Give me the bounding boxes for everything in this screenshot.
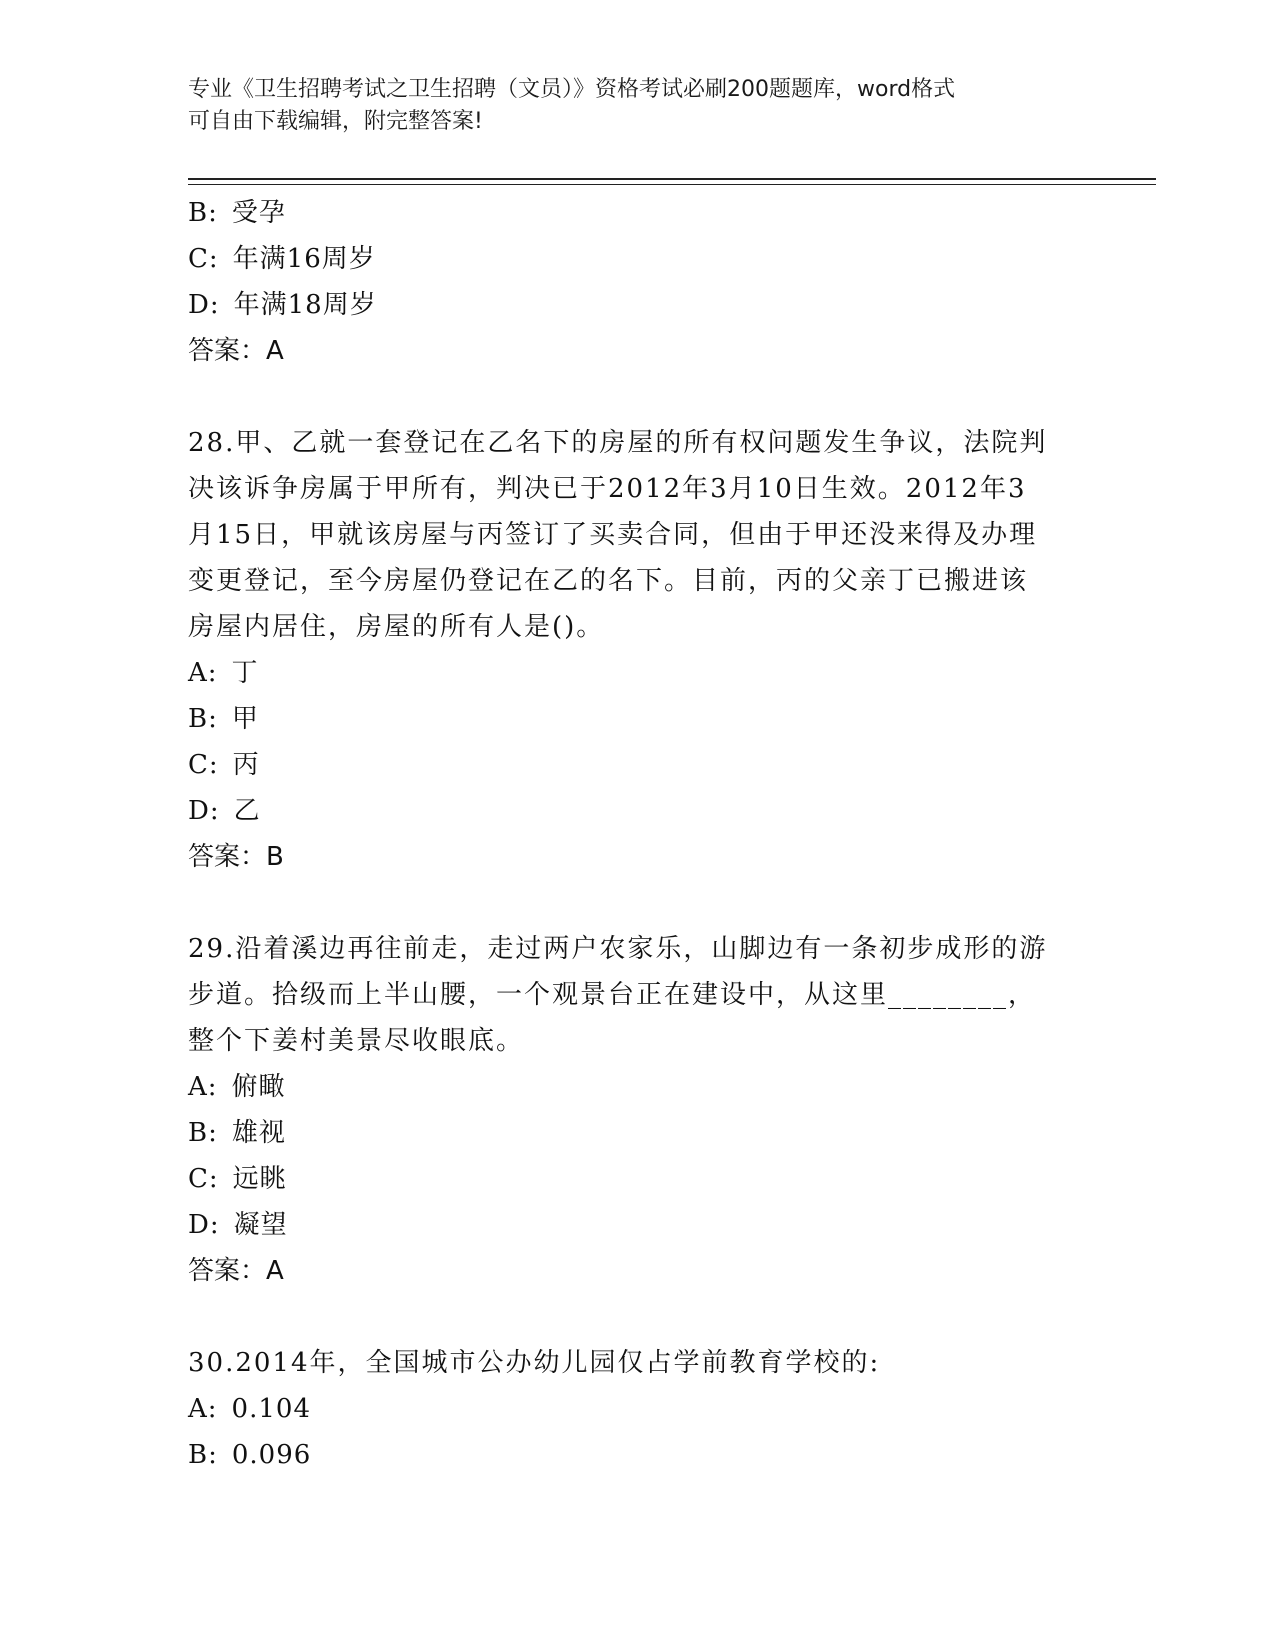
- option-text: 年满16周岁: [232, 244, 376, 274]
- option-label: A:: [188, 1394, 218, 1424]
- option-d: [188, 1202, 1088, 1248]
- header-line-2: 可自由下载编辑，附完整答案!: [188, 109, 483, 134]
- spacer: [188, 1294, 1088, 1340]
- option-label: D:: [188, 1210, 220, 1240]
- option-b: [188, 1110, 1088, 1156]
- option-label: C:: [188, 1164, 219, 1194]
- option-c: [188, 742, 1088, 788]
- option-a: [188, 1386, 1088, 1432]
- option-a: [188, 1064, 1088, 1110]
- question-text-line: 决该诉争房属于甲所有，判决已于2012年3月10日生效。2012年3: [188, 474, 1027, 504]
- option-text: 丁: [231, 658, 259, 688]
- option-b: [188, 696, 1088, 742]
- option-label: B:: [188, 198, 218, 228]
- option-text: 年满18周岁: [233, 290, 377, 320]
- option-label: B:: [188, 704, 218, 734]
- option-label: A:: [188, 658, 218, 688]
- answer-line: 答案：B: [188, 842, 284, 872]
- option-text: 远眺: [232, 1164, 287, 1194]
- header-divider-thin: [188, 184, 1156, 185]
- option-text: 甲: [231, 704, 259, 734]
- option-text: 雄视: [231, 1118, 286, 1148]
- question-text-line: 28.甲、乙就一套登记在乙名下的房屋的所有权问题发生争议，法院判: [188, 428, 1048, 458]
- option-b: [188, 190, 1088, 236]
- option-text: 俯瞰: [231, 1072, 286, 1102]
- option-label: C:: [188, 750, 219, 780]
- option-text: 丙: [232, 750, 260, 780]
- header-line-1: 专业《卫生招聘考试之卫生招聘（文员）》资格考试必刷200题题库，word格式: [188, 77, 956, 102]
- option-text: 乙: [233, 796, 261, 826]
- option-text: 0.096: [231, 1440, 312, 1470]
- header-divider-thick: [188, 178, 1156, 180]
- option-c: [188, 1156, 1088, 1202]
- question-29: [188, 926, 1088, 1064]
- question-text-line: 月15日，甲就该房屋与丙签订了买卖合同，但由于甲还没来得及办理: [188, 520, 1038, 550]
- question-text-line: 30.2014年，全国城市公办幼儿园仅占学前教育学校的:: [188, 1348, 881, 1378]
- document-body: [188, 190, 1088, 1478]
- question-text-line: 房屋内居住，房屋的所有人是()。: [188, 612, 605, 642]
- option-a: [188, 650, 1088, 696]
- option-text: 凝望: [233, 1210, 288, 1240]
- document-header: [188, 74, 1088, 138]
- question-text-line: 整个下姜村美景尽收眼底。: [188, 1026, 525, 1056]
- option-b: [188, 1432, 1088, 1478]
- option-d: [188, 788, 1088, 834]
- option-text: 0.104: [231, 1394, 311, 1424]
- option-text: 受孕: [231, 198, 286, 228]
- spacer: [188, 880, 1088, 926]
- option-c: [188, 236, 1088, 282]
- option-label: B:: [188, 1118, 218, 1148]
- option-label: A:: [188, 1072, 218, 1102]
- question-text-line: 变更登记，至今房屋仍登记在乙的名下。目前，丙的父亲丁已搬进该: [188, 566, 1029, 596]
- spacer: [188, 374, 1088, 420]
- answer-line: 答案：A: [188, 1256, 284, 1286]
- question-text-line: 29.沿着溪边再往前走，走过两户农家乐，山脚边有一条初步成形的游: [188, 934, 1048, 964]
- option-d: [188, 282, 1088, 328]
- option-label: D:: [188, 290, 220, 320]
- option-label: C:: [188, 244, 219, 274]
- question-30: [188, 1340, 1088, 1386]
- option-label: B:: [188, 1440, 218, 1470]
- option-label: D:: [188, 796, 220, 826]
- answer-line: 答案：A: [188, 336, 284, 366]
- question-27-tail: [188, 190, 1088, 374]
- question-28: [188, 420, 1088, 650]
- question-text-line: 步道。拾级而上半山腰，一个观景台正在建设中，从这里________，: [188, 980, 1037, 1010]
